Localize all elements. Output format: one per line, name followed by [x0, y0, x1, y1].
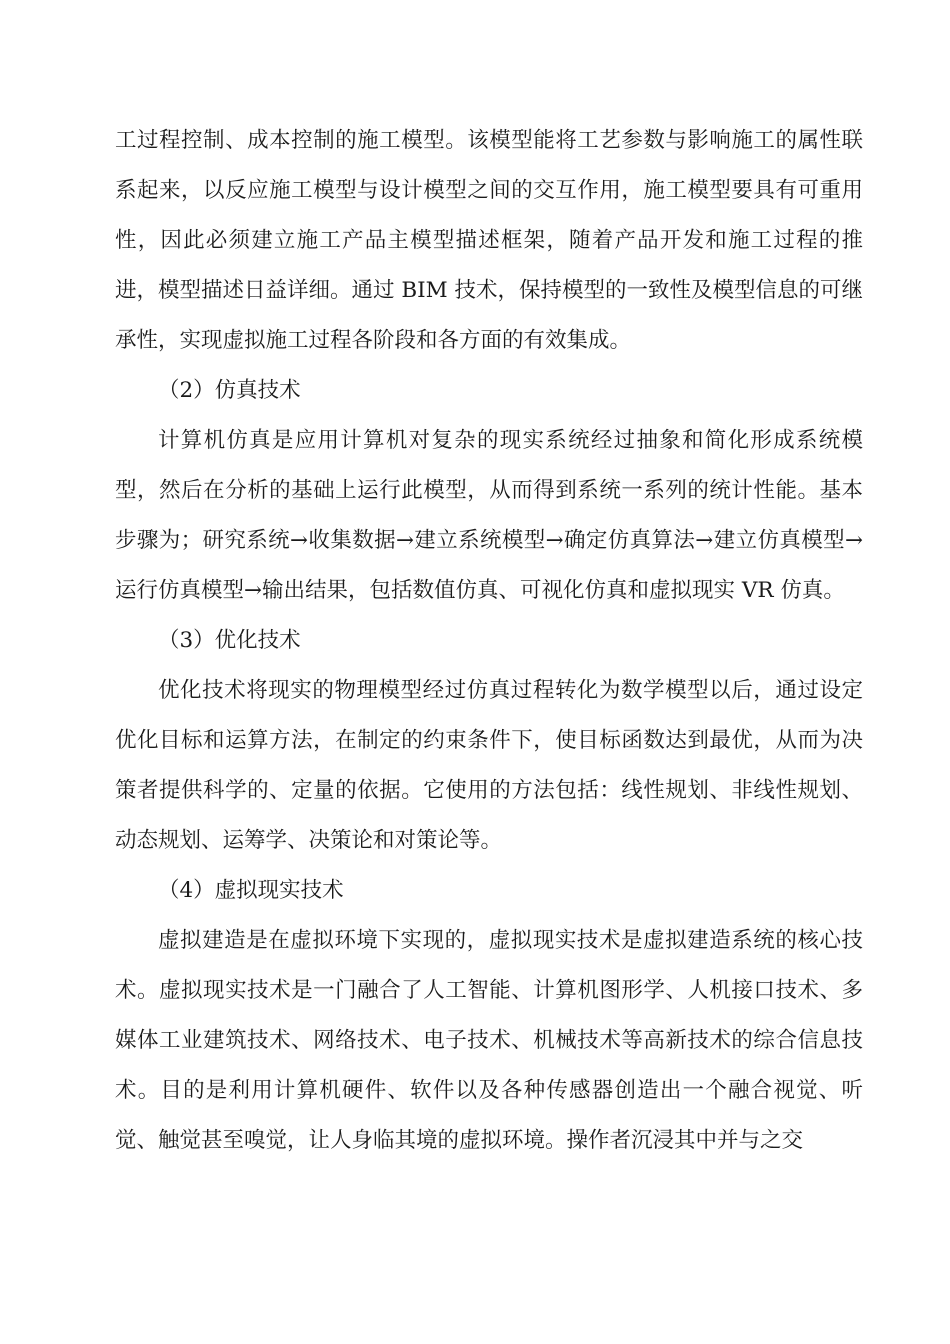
paragraph-optimization: 优化技术将现实的物理模型经过仿真过程转化为数学模型以后，通过设定优化目标和运算方法，在制定的约束条件下，使目标函数达到最优，从而为决策者提供科学的、定量的依据。它使用的方法包括：线性规划、非线性规划、动态规划、运筹学、决策论和对策论等。 [115, 678, 863, 853]
paragraph-virtual-reality: 虚拟建造是在虚拟环境下实现的，虚拟现实技术是虚拟建造系统的核心技术。虚拟现实技术是一门融合了人工智能、计算机图形学、人机接口技术、多媒体工业建筑技术、网络技术、电子技术、机械技术等高新技术的综合信息技术。目的是利用计算机硬件、软件以及各种传感器创造出一个融合视觉、听觉、触觉甚至嗅觉，让人身临其境的虚拟环境。操作者沉浸其中并与之交 [115, 928, 863, 1153]
section-heading-virtual-reality: （4）虚拟现实技术 [158, 878, 344, 903]
section-heading-optimization: （3）优化技术 [158, 628, 301, 653]
section-heading-simulation: （2）仿真技术 [158, 378, 301, 403]
document-body [115, 116, 863, 1166]
paragraph-simulation: 计算机仿真是应用计算机对复杂的现实系统经过抽象和简化形成系统模型，然后在分析的基础上运行此模型，从而得到系统一系列的统计性能。基本步骤为；研究系统→收集数据→建立系统模型→确定仿真算法→建立仿真模型→运行仿真模型→输出结果，包括数值仿真、可视化仿真和虚拟现实 VR 仿真。 [115, 428, 863, 603]
paragraph-continuation: 工过程控制、成本控制的施工模型。该模型能将工艺参数与影响施工的属性联系起来，以反应施工模型与设计模型之间的交互作用，施工模型要具有可重用性，因此必须建立施工产品主模型描述框架，随着产品开发和施工过程的推进，模型描述日益详细。通过 BIM 技术，保持模型的一致性及模型信息的可继承性，实现虚拟施工过程各阶段和各方面的有效集成。 [115, 128, 863, 353]
